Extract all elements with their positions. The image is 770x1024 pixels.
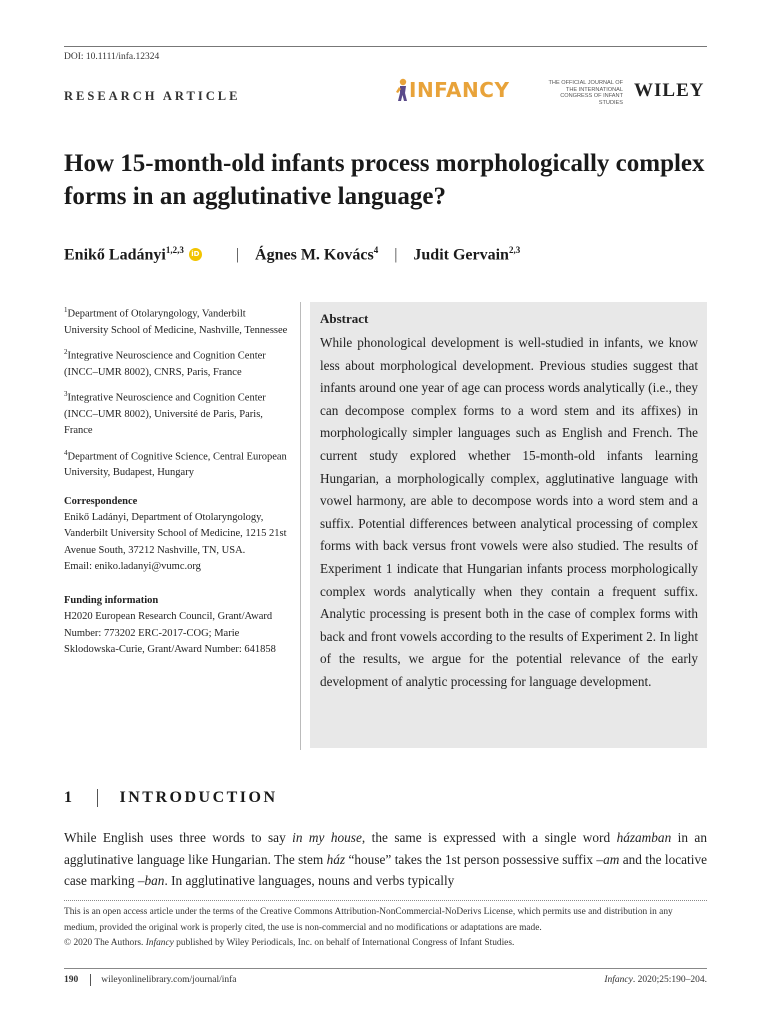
license-text: This is an open access article under the terms of the Creative Commons Attribution-NonCommercial-NoDerivs License, which permits use and distribution in any medium, provided the original work is properly cited, the use is non-commercial and no modifications or adaptations are made. [64, 907, 673, 933]
copyright-line: © 2020 The Authors. Infancy published by Wiley Periodicals, Inc. on behalf of International Congress of Infant Studies. [64, 938, 515, 949]
abstract-box [310, 302, 707, 748]
section-heading [64, 789, 278, 807]
correspondence-heading: Correspondence [64, 495, 138, 507]
journal-url[interactable]: wileyonlinelibrary.com/journal/infa [101, 975, 237, 985]
body-paragraph: While English uses three words to say in my house, the same is expressed with a single word házamban in an agglutinative language like Hungarian. The stem ház “house” takes the 1st person possessive suffix –am and the locative case marking –ban. In agglutinative languages, nouns and verbs typically [64, 830, 707, 888]
author-list [64, 245, 520, 264]
footnote-rule [64, 900, 707, 902]
author-separator: | [235, 245, 240, 263]
author-name[interactable]: Enikő Ladányi$^{1,2,3}$ [64, 245, 184, 264]
author-separator: | [394, 245, 398, 263]
journal-note: THE OFFICIAL JOURNAL OF THE INTERNATIONAL CONGRESS OF INFANT STUDIES [548, 80, 623, 106]
author-name[interactable]: Ágnes M. Kovács$^4$ [255, 245, 379, 264]
doi[interactable]: DOI: 10.1111/infa.12324 [64, 52, 160, 62]
abstract-text: While phonological development is well-studied in infants, we know less about morphological development. Previous studies suggest that infants around one year of age can process words analytically (i.e., they can decompose complex forms to a word stem and its affixes) in morphologically simpler languages such as English and French. The current study explored whether 15-month-old infants learning Hungarian, a morphologically complex, agglutinative language with vowel harmony, are able to decompose words into a word stem and a suffix. Potential differences between analytical processing of complex forms with back versus front vowels were also studied. The results of Experiment 1 indicate that Hungarian infants process morphologically complex words analytically when they contain a frequent suffix. Analytic processing is present both in the case of complex forms with back and front vowels according to the results of Experiment 2. In light of the results, we argue for the potential relevance of the early development of analytic processing for language development. [320, 335, 698, 689]
funding-heading: Funding information [64, 595, 159, 607]
affiliation: $^2$Integrative Neuroscience and Cognition Center (INCC–UMR 8002), CNRS, Paris, France [64, 348, 266, 378]
correspondence-text: Enikő Ladányi, Department of Otolaryngology, Vanderbilt University School of Medicine, 1215 21st Avenue South, 37212 Nashville, TN, USA. [64, 511, 287, 556]
page-footer [64, 974, 707, 986]
footer-rule [64, 968, 707, 969]
header-rule [64, 46, 707, 47]
publisher-logo[interactable]: WILEY [634, 80, 705, 101]
section-number: 1 [64, 789, 75, 806]
section-title: INTRODUCTION [119, 789, 278, 806]
orcid-icon[interactable]: iD [189, 248, 202, 261]
article-title: How 15-month-old infants process morphologically complex forms in an agglutinative language? [64, 150, 705, 210]
journal-logo[interactable] [395, 78, 509, 102]
affiliation: $^3$Integrative Neuroscience and Cognition Center (INCC–UMR 8002), Université de Paris, Paris, France [64, 390, 266, 437]
funding-text: H2020 European Research Council, Grant/Award Number: 773202 ERC-2017-COG; Marie Sklodowska-Curie, Grant/Award Number: 641858 [64, 611, 276, 656]
abstract-heading: Abstract [320, 311, 369, 326]
article-type: RESEARCH ARTICLE [64, 89, 241, 103]
page-number: 190 [64, 975, 79, 985]
affiliation: $^1$Department of Otolaryngology, Vanderbilt University School of Medicine, Nashville, Tennessee [64, 306, 288, 336]
sidebar-info [64, 302, 289, 658]
section-divider [97, 789, 98, 807]
journal-logo-text: INFANCY [409, 78, 510, 102]
column-divider [300, 302, 301, 750]
author-name[interactable]: Judit Gervain$^{2,3}$ [413, 245, 521, 264]
citation: Infancy. 2020;25:190–204. [604, 975, 707, 985]
infant-figure-icon [395, 78, 409, 102]
affiliation: $^4$Department of Cognitive Science, Central European University, Budapest, Hungary [64, 448, 287, 479]
license-note [64, 905, 707, 952]
footer-divider [90, 974, 91, 986]
correspondence-email[interactable]: Email: eniko.ladanyi@vumc.org [64, 560, 201, 572]
